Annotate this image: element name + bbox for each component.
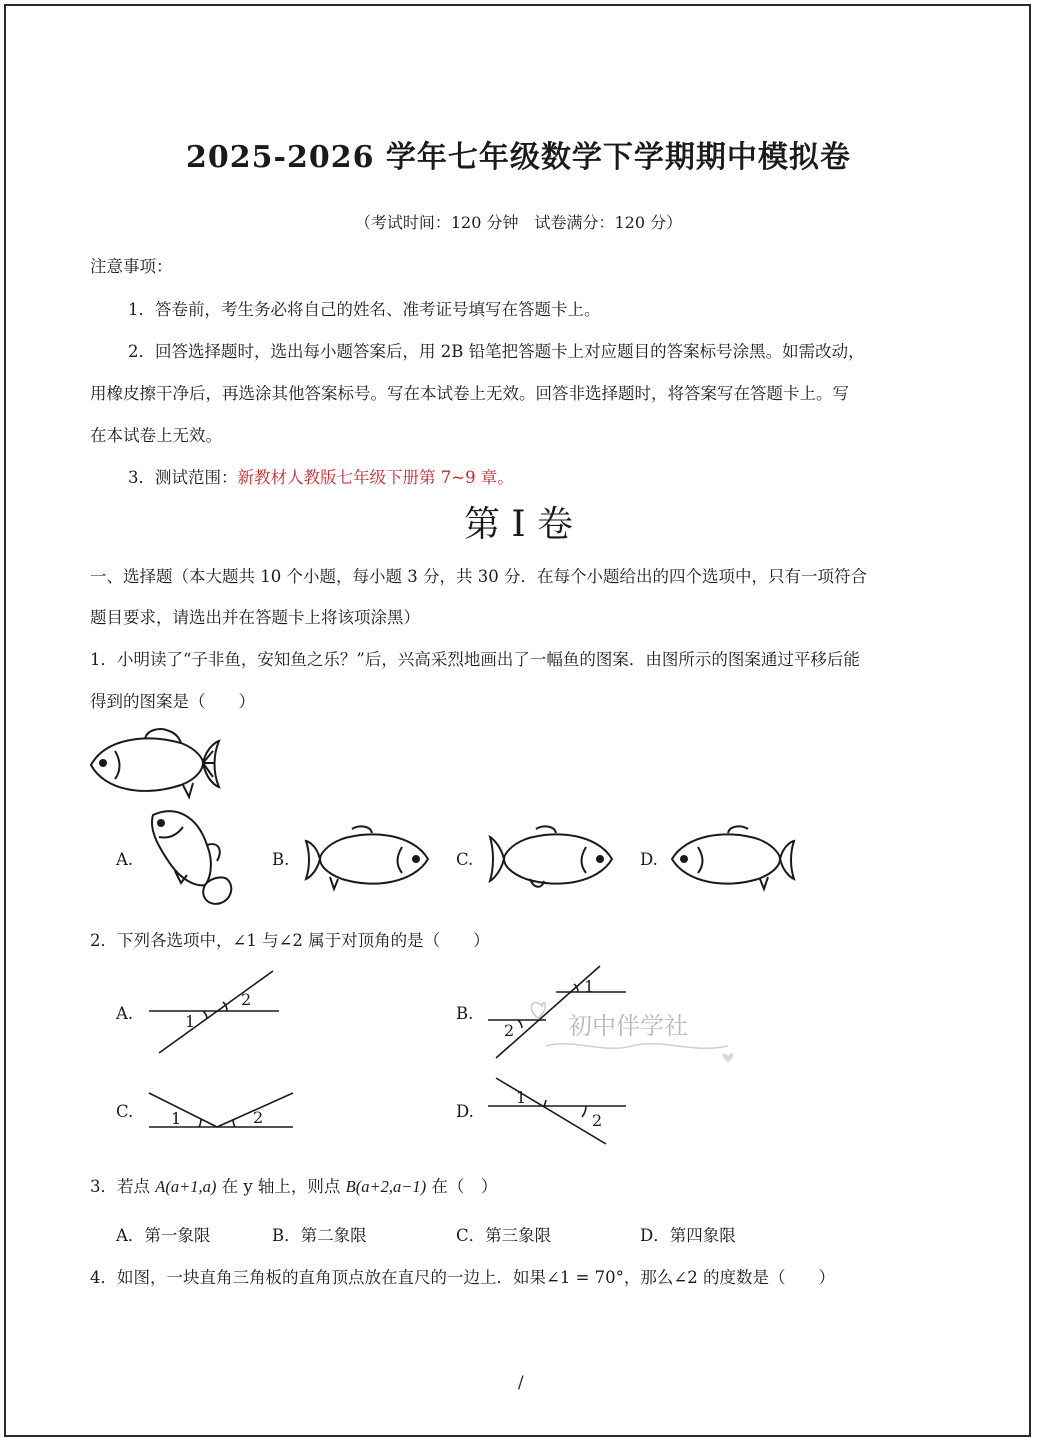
q1-option-c-label: C. xyxy=(456,850,474,869)
q2-option-a-label: A. xyxy=(116,1004,134,1023)
question-4: 4．如图，一块直角三角板的直角顶点放在直尺的一边上．如果∠1 = 70°，那么∠2 的度数是（ ） xyxy=(90,1268,835,1287)
note-3-prefix: 3．测试范围： xyxy=(128,468,238,487)
fish-option-a-figure xyxy=(145,805,240,910)
question-3 xyxy=(90,1173,497,1197)
q1-option-a-label: A. xyxy=(116,850,134,869)
q3-part-3: 在（ ） xyxy=(426,1177,498,1196)
q3-option-c: C．第三象限 xyxy=(456,1226,552,1245)
angle-1-label: 1 xyxy=(516,1088,527,1107)
q1-option-b-label: B. xyxy=(272,850,290,869)
q1-option-d-label: D. xyxy=(640,850,658,869)
q2-option-b-label: B. xyxy=(456,1004,474,1023)
q3-part-2: 在 y 轴上，则点 xyxy=(216,1177,346,1196)
note-3 xyxy=(128,464,514,488)
question-1-line-1: 1．小明读了“子非鱼，安知鱼之乐？”后，兴高采烈地画出了一幅鱼的图案．由图所示的图案通过平移后能 xyxy=(90,650,860,669)
angle-2-label: 2 xyxy=(504,1021,515,1040)
angle-option-d-figure xyxy=(486,1072,636,1152)
angle-1-label: 1 xyxy=(171,1109,182,1128)
angle-1-label: 1 xyxy=(584,977,595,996)
angle-option-c-figure xyxy=(145,1085,295,1135)
q3-part-1: 3．若点 xyxy=(90,1177,156,1196)
notes-heading: 注意事项： xyxy=(90,257,173,276)
note-1: 1．答卷前，考生务必将自己的姓名、准考证号填写在答题卡上。 xyxy=(128,300,601,319)
q2-option-d-label: D. xyxy=(456,1102,474,1121)
fish-option-d-figure xyxy=(668,823,803,893)
q3-option-b: B．第二象限 xyxy=(272,1226,367,1245)
fish-option-c-figure xyxy=(486,823,621,893)
exam-title: 2025-2026 学年七年级数学下学期期中模拟卷 xyxy=(186,140,851,175)
page-number: / xyxy=(518,1373,524,1392)
point-b: B(a+2,a−1) xyxy=(345,1177,427,1196)
point-a: A(a+1,a) xyxy=(155,1177,217,1196)
note-2-line-3: 在本试卷上无效。 xyxy=(90,426,222,445)
question-1-line-2: 得到的图案是（ ） xyxy=(90,692,255,711)
q3-option-d: D．第四象限 xyxy=(640,1226,736,1245)
fish-option-b-figure xyxy=(302,823,437,893)
watermark xyxy=(532,996,752,1076)
angle-1-label: 1 xyxy=(185,1012,196,1031)
note-2-line-1: 2．回答选择题时，选出每小题答案后，用 2B 铅笔把答题卡上对应题目的答案标号涂黑。如需改动， xyxy=(128,342,865,361)
exam-subtitle: （考试时间：120 分钟 试卷满分：120 分） xyxy=(354,213,683,232)
fish-original-figure xyxy=(85,725,225,800)
question-2: 2．下列各选项中，∠1 与∠2 属于对顶角的是（ ） xyxy=(90,931,490,950)
watermark-text: 初中伴学社 xyxy=(568,1012,688,1040)
angle-option-a-figure xyxy=(145,965,285,1060)
test-scope: 新教材人教版七年级下册第 7~9 章。 xyxy=(237,468,514,487)
angle-2-label: 2 xyxy=(253,1108,264,1127)
part1-instructions-line-1: 一、选择题（本大题共 10 个小题，每小题 3 分，共 30 分．在每个小题给出的四个选项中，只有一项符合 xyxy=(90,567,867,586)
q2-option-c-label: C. xyxy=(116,1102,134,1121)
angle-2-label: 2 xyxy=(241,990,252,1009)
angle-2-label: 2 xyxy=(592,1111,603,1130)
part1-instructions-line-2: 题目要求，请选出并在答题卡上将该项涂黑） xyxy=(90,608,420,627)
section-title: 第 I 卷 xyxy=(463,504,574,545)
q3-option-a: A．第一象限 xyxy=(116,1226,211,1245)
note-2-line-2: 用橡皮擦干净后，再选涂其他答案标号。写在本试卷上无效。回答非选择题时，将答案写在答题卡上。写 xyxy=(90,384,849,403)
